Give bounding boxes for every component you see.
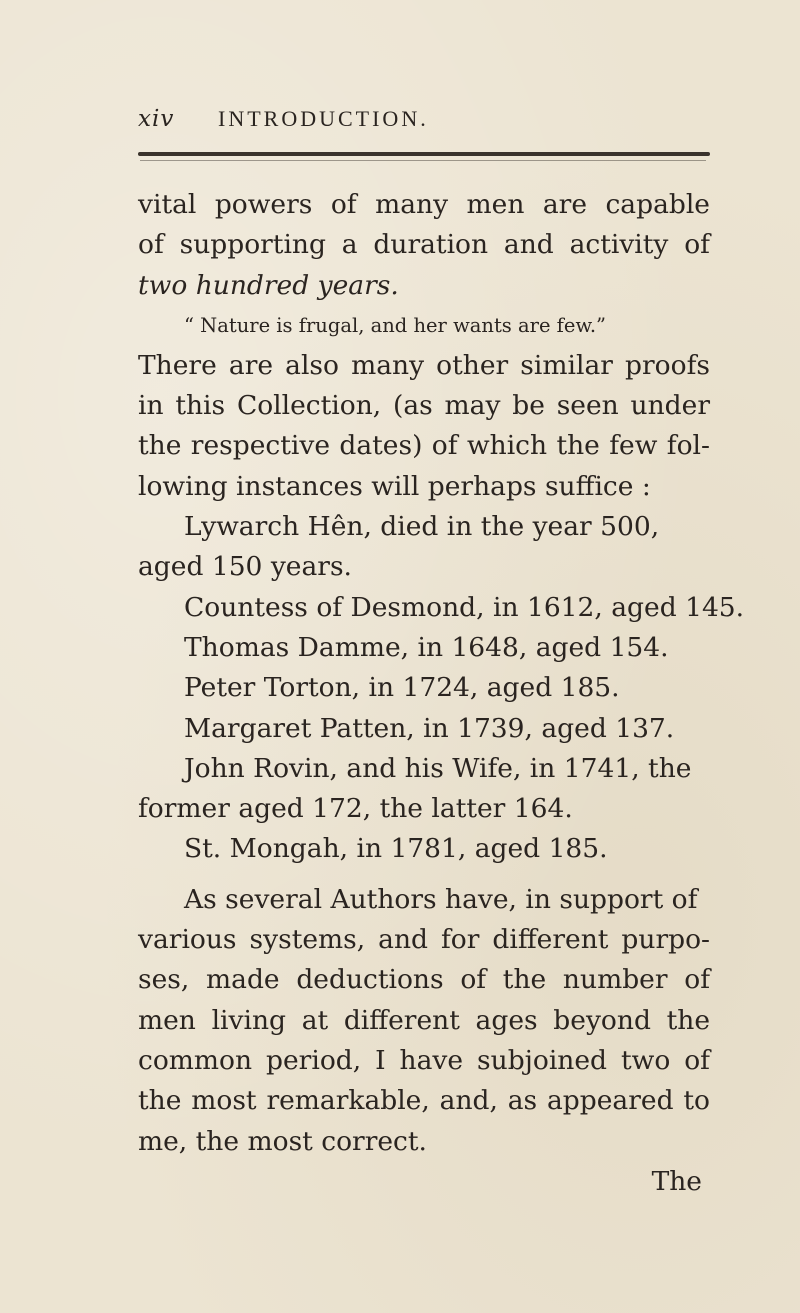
text-line: the most remarkable, and, as appeared to [138,1085,710,1117]
running-head: INTRODUCTION. [218,106,429,131]
list-item: aged 150 years. [138,551,352,583]
quotation: “ Nature is frugal, and her wants are few.” [184,313,606,337]
text-line: two hundred years. [138,269,399,301]
list-item: St. Mongah, in 1781, aged 185. [184,833,608,865]
text-line: the respective dates) of which the few fol- [138,430,710,462]
paragraph-gap [138,870,710,880]
text-line: men living at different ages beyond the [138,1004,710,1036]
text-line: ses, made deductions of the number of [138,964,710,996]
text-line: vital powers of many men are capable [138,189,710,220]
paragraph-2 [138,346,710,507]
header-rule-thin [140,160,706,161]
text-line: me, the most correct. [138,1125,427,1157]
header-rule [138,152,710,156]
page-header [138,106,708,142]
body-text [138,185,745,1202]
list-item: Margaret Patten, in 1739, aged 137. [184,712,675,744]
instances-list [138,507,745,870]
text-line: various systems, and for different purpo- [138,924,710,956]
text-line: lowing instances will perhaps suffice : [138,470,651,502]
text-line: As several Authors have, in support of [184,883,698,915]
list-item: Countess of Desmond, in 1612, aged 145. [184,591,745,623]
list-item: Peter Torton, in 1724, aged 185. [184,672,620,704]
list-item: John Rovin, and his Wife, in 1741, the [184,752,692,784]
list-item: former aged 172, the latter 164. [138,793,573,825]
text-line: in this Collection, (as may be seen under [138,390,710,422]
catchword: The [651,1165,702,1197]
paragraph-3 [138,880,710,1162]
list-item: Lywarch Hên, died in the year 500, [184,511,660,543]
page-number: xiv [138,106,175,132]
list-item: Thomas Damme, in 1648, aged 154. [184,631,669,663]
paragraph-1 [138,185,710,306]
text-line: of supporting a duration and activity of [138,229,710,261]
text-line: There are also many other similar proofs [138,349,710,381]
text-line: common period, I have subjoined two of [138,1044,710,1076]
